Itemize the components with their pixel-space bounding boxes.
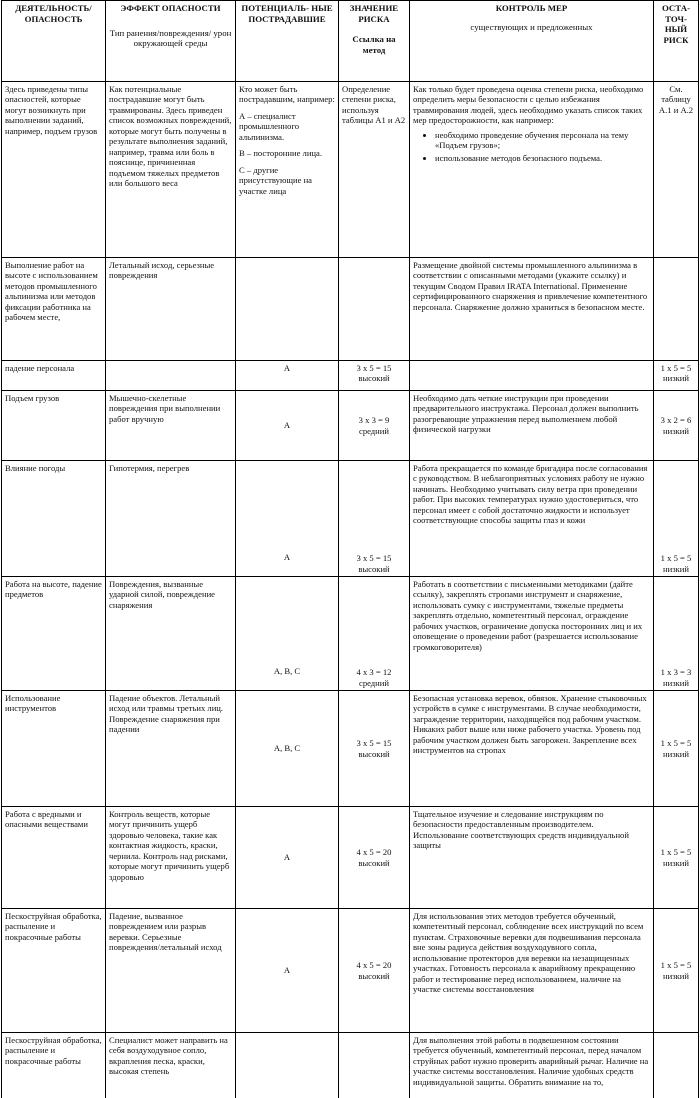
table-row [2,1033,699,1098]
row-effect: Контроль веществ, которые могут причинить ущерб здоровью человека, такие как контактная жидкость, краски, чернила. Контроль над рисками, которые могут причинить ущерб здоровью [106,807,236,909]
table-row [2,391,699,461]
list-item: • необходимо проведение обучения персонала на тему «Подъем грузов»; [435,130,650,151]
row-activity: Использование инструментов [2,691,106,807]
table-row [2,577,699,691]
row-risk: 3 х 5 = 15 высокий [339,461,410,577]
table-row [2,258,699,361]
row-effect: Мышечно-скелетные повреждения при выполнении работ вручную [106,391,236,461]
intro-residual: См. таблицу А.1 и А.2 [654,82,699,258]
row-risk: 3 х 5 = 15 высокий [339,691,410,807]
row-risk: 4 х 5 = 20 высокий [339,909,410,1033]
row-risk [339,258,410,361]
row-effect: Летальный исход, серьезные повреждения [106,258,236,361]
row-activity: Пескоструйная обработка, распыление и покрасочные работы [2,1033,106,1098]
row-residual [654,1033,699,1098]
header-activity: ДЕЯТЕЛЬНОСТЬ/ ОПАСНОСТЬ [2,1,106,82]
list-item: • использование методов безопасного подъема. [435,153,650,163]
intro-row [2,82,699,258]
row-effect: Специалист может направить на себя воздуходувное сопло, вкрапления песка, краски, высокая степень [106,1033,236,1098]
row-activity: Работа на высоте, падение предметов [2,577,106,691]
row-residual: 1 х 5 = 5 низкий [654,691,699,807]
row-residual: 1 х 3 = 3 низкий [654,577,699,691]
row-residual: 1 х 5 = 5 низкий [654,807,699,909]
intro-control: Как только будет проведена оценка степени риска, необходимо определить меры безопасности с целью избежания травмирования людей, здесь необходимо указать список таких мер предосторожности, как например: • необходимо проведение обучения персонала на тему «Подъем грузов»; • использование методов безопасного подъема. [410,82,654,258]
header-effect: ЭФФЕКТ ОПАСНОСТИ Тип ранения/повреждения/ урон окружающей среды [106,1,236,82]
header-risk: ЗНАЧЕНИЕ РИСКА Ссылка на метод [339,1,410,82]
row-activity: Влияние погоды [2,461,106,577]
row-control: Необходимо дать четкие инструкции при проведении предварительного инструктажа. Персонал должен выполнить разогревающие упражнения перед выполнением любой физической нагрузки [410,391,654,461]
row-victim [236,1033,339,1098]
row-risk: 4 х 3 = 12 средний [339,577,410,691]
row-control: Работать в соответствии с письменными методиками (дайте ссылку), закреплять стропами инструмент и снаряжение, использовать сумку с инструментами, тяжелые предметы закреплять отдельно, компетентный персонал, ограждение рабочих участков, ограничение допуска посторонних лиц и их оповещение о проведении работ (разрешается использование громкоговорителя) [410,577,654,691]
header-victim: ПОТЕНЦИАЛЬ- НЫЕ ПОСТРАДАВШИЕ [236,1,339,82]
table-row [2,461,699,577]
row-victim [236,258,339,361]
intro-victim: Кто может быть пострадавшим, например: А – специалист промышленного альпинизма. В – посторонние лица. С – другие присутствующие на участке лица [236,82,339,258]
table-row [2,909,699,1033]
row-victim: А [236,461,339,577]
intro-activity: Здесь приведены типы опасностей, которые могут возникнуть при выполнении заданий, например, подъем грузов [2,82,106,258]
row-victim: А, В, С [236,691,339,807]
table-row [2,361,699,391]
row-effect: Падение объектов. Летальный исход или травмы третьих лиц. Повреждение снаряжения при падении [106,691,236,807]
row-activity: Подъем грузов [2,391,106,461]
row-residual [654,258,699,361]
row-effect: Гипотермия, перегрев [106,461,236,577]
header-control: КОНТРОЛЬ МЕР существующих и предложенных [410,1,654,82]
header-row [2,1,699,82]
row-residual: 1 х 5 = 5 низкий [654,909,699,1033]
row-victim: А [236,361,339,391]
row-control: Размещение двойной системы промышленного альпинизма в соответствии с описанными методами (укажите ссылку) и текущим Сводом Правил IRATA International. Применение сертифицированного снаряжения и привлечение компетентного персонала. Снаряжение должно храниться в безопасном месте. [410,258,654,361]
risk-assessment-table [1,0,699,1098]
row-activity: Пескоструйная обработка, распыление и покрасочные работы [2,909,106,1033]
row-activity: Работа с вредными и опасными веществами [2,807,106,909]
row-residual: 1 х 5 = 5 низкий [654,461,699,577]
row-residual: 3 х 2 = 6 низкий [654,391,699,461]
row-activity: Выполнение работ на высоте с использованием методов промышленного альпинизма или методов фиксации работника на рабочем месте, [2,258,106,361]
row-effect [106,361,236,391]
intro-risk: Определение степени риска, используя таблицы А1 и А2 [339,82,410,258]
header-residual: ОСТА- ТОЧ- НЫЙ РИСК [654,1,699,82]
row-control [410,361,654,391]
intro-control-list [413,130,650,163]
row-activity: падение персонала [2,361,106,391]
row-victim: А, В, С [236,577,339,691]
row-risk: 4 х 5 = 20 высокий [339,807,410,909]
row-residual: 1 х 5 = 5 низкий [654,361,699,391]
row-control: Для использования этих методов требуется обученный, компетентный персонал, соблюдение всех инструкций по всем пунктам. Страховочные веревки для подвешивания персонала вне зоны радиуса действия воздуходувного сопла, использование протекторов для веревки на незащищенных участках. Готовность персонала к аварийному прекращению работ и тестирование перед использованием, наличие на участке системы восстановления [410,909,654,1033]
row-victim: А [236,909,339,1033]
row-control: Безопасная установка веревок, обвязок. Хранение стыковочных устройств в сумке с инструментами. В случае необходимости, заграждение территории, находящейся под рабочим участком. Никаких работ выше или ниже рабочего участка. Уровень под рабочим участком должен быть загорожен. Закрепление всех инструментов на стропах [410,691,654,807]
row-risk: 3 х 3 = 9 средний [339,391,410,461]
table-row [2,807,699,909]
table-row [2,691,699,807]
row-victim: А [236,391,339,461]
row-effect: Повреждения, вызванные ударной силой, повреждение снаряжения [106,577,236,691]
row-control: Для выполнения этой работы в подвешенном состоянии требуется обученный, компетентный персонал, перед началом струйных работ нужно проверить аварийный рычаг. Наличие на участке системы восстановления. Наличие удобных средств индивидуальной защиты. Обратить внимание на то, [410,1033,654,1098]
row-risk: 3 х 5 = 15 высокий [339,361,410,391]
row-control: Работа прекращается по команде бригадира после согласования с руководством. В неблагоприятных условиях работу не нужно начинать. Необходимо учитывать силу ветра при проведении работ. При высоких температурах нужно удостовериться, что персонал имеет с собой достаточно жидкости и использует соответствующие способы защиты глаз и кожи [410,461,654,577]
row-risk [339,1033,410,1098]
row-control: Тщательное изучение и следование инструкциям по безопасности предоставленным производителем. Использование соответствующих средств индивидуальной защиты [410,807,654,909]
intro-effect: Как потенциальные пострадавшие могут быть травмированы. Здесь приведен список возможных повреждений, которые могут быть получены в результате выполнения заданий, например, травма или боль в пояснице, причиненная подъемом тяжелых предметов или большого веса [106,82,236,258]
row-effect: Падение, вызванное повреждением или разрыв веревки. Серьезные повреждения/летальный исход [106,909,236,1033]
row-victim: А [236,807,339,909]
